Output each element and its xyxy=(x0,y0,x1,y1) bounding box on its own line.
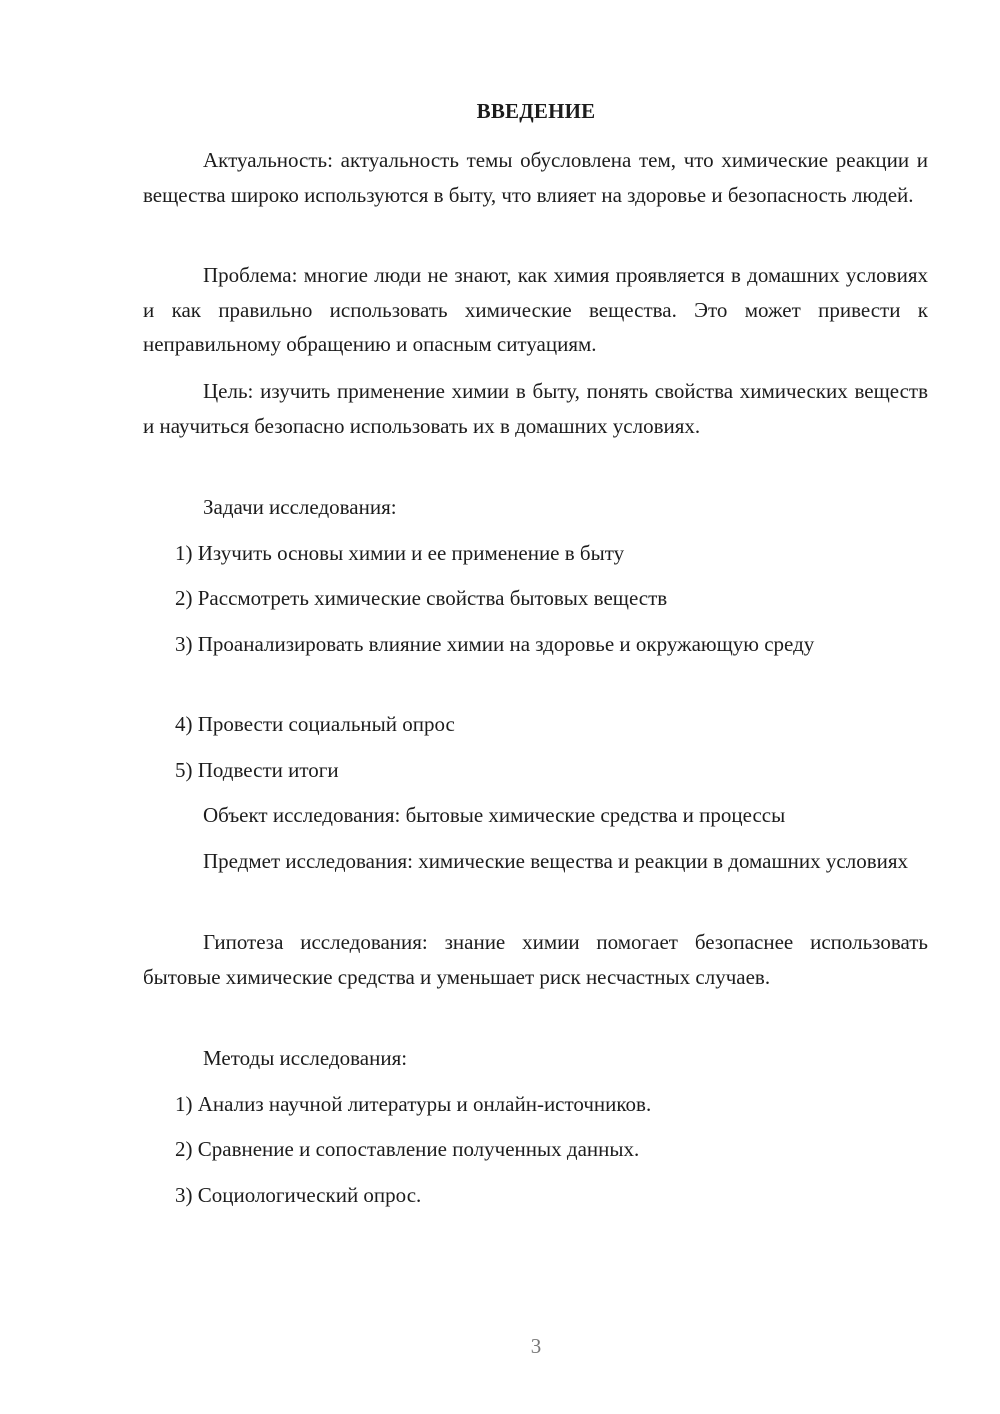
paragraph-actuality: Актуальность: актуальность темы обусловлена тем, что химические реакции и вещества широко используются в быту, что влияет на здоровье и безопасность людей. xyxy=(143,148,928,207)
task-item-1: 1) Изучить основы химии и ее применение в быту xyxy=(175,541,625,565)
paragraph-goal: Цель: изучить применение химии в быту, понять свойства химических веществ и научиться безопасно использовать их в домашних условиях. xyxy=(143,379,928,438)
method-item-2: 2) Сравнение и сопоставление полученных данных. xyxy=(175,1137,640,1161)
research-object: Объект исследования: бытовые химические средства и процессы xyxy=(203,803,786,827)
page-number: 3 xyxy=(530,1334,542,1358)
methods-title: Методы исследования: xyxy=(203,1046,408,1070)
task-item-4: 4) Провести социальный опрос xyxy=(175,712,455,736)
section-heading: ВВЕДЕНИЕ xyxy=(476,99,596,123)
paragraph-problem: Проблема: многие люди не знают, как химия проявляется в домашних условиях и как правильно использовать химические вещества. Это может привести к неправильному обращению и опасным ситуациям. xyxy=(143,263,928,356)
task-item-3: 3) Проанализировать влияние химии на здоровье и окружающую среду xyxy=(175,632,815,656)
task-item-2: 2) Рассмотреть химические свойства бытовых веществ xyxy=(175,586,668,610)
method-item-1: 1) Анализ научной литературы и онлайн-источников. xyxy=(175,1092,652,1116)
research-subject: Предмет исследования: химические вещества и реакции в домашних условиях xyxy=(203,849,909,873)
task-item-5: 5) Подвести итоги xyxy=(175,758,339,782)
method-item-3: 3) Социологический опрос. xyxy=(175,1183,422,1207)
tasks-title: Задачи исследования: xyxy=(203,495,397,519)
research-hypothesis: Гипотеза исследования: знание химии помогает безопаснее использовать бытовые химические средства и уменьшает риск несчастных случаев. xyxy=(143,930,928,989)
